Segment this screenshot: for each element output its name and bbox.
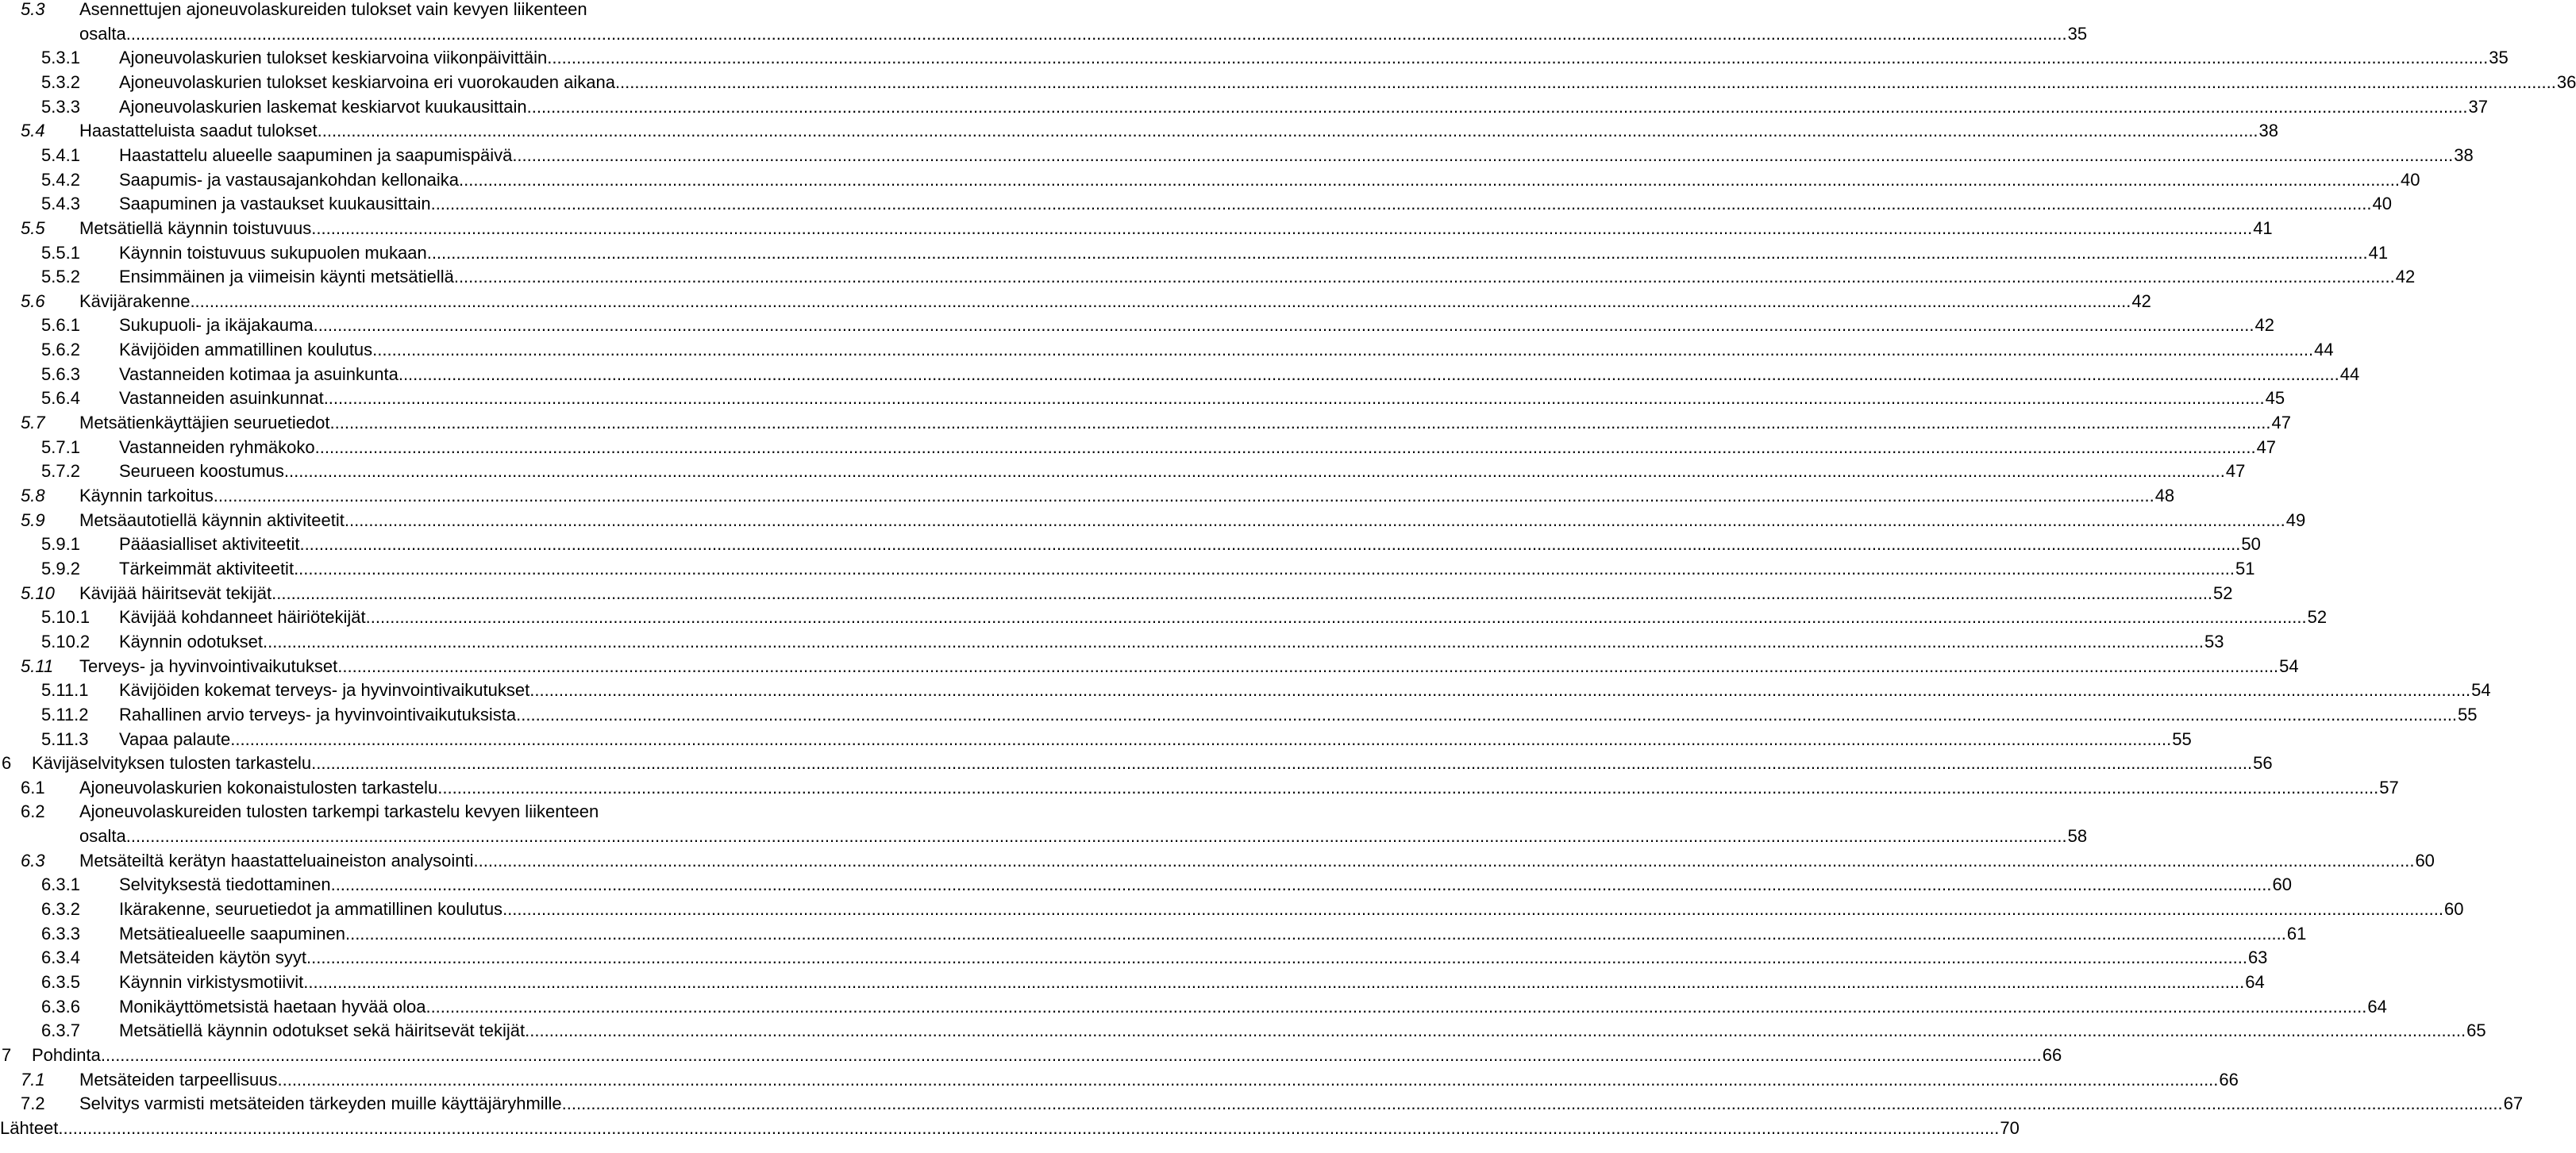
toc-entry-number: 5.3.2 — [41, 71, 80, 92]
toc-entry[interactable] — [0, 629, 2224, 654]
toc-entry-page-number: 58 — [2067, 826, 2088, 847]
toc-entry-title: Metsätiellä käynnin odotukset sekä häiritsevät tekijät — [119, 1020, 526, 1041]
toc-entry-title: Metsätiealueelle saapuminen — [119, 923, 345, 944]
toc-entry-page-number: 54 — [2279, 655, 2299, 676]
toc-entry[interactable] — [0, 775, 2399, 800]
toc-entry-number: 5.7.2 — [41, 461, 80, 482]
toc-entry-number: 5.11.2 — [41, 704, 89, 724]
toc-entry[interactable] — [0, 289, 2151, 313]
dot-leader: ................................................................................................................................................................................................................................................................................................................................................................................................................ — [58, 1117, 2000, 1138]
dot-leader: ................................................................................................................................................................................................................................................................................................................................................................................................................ — [299, 534, 2241, 555]
toc-entry-title: Ikärakenne, seuruetiedot ja ammatillinen koulutus — [119, 899, 503, 920]
dot-leader: ................................................................................................................................................................................................................................................................................................................................................................................................................ — [459, 169, 2400, 190]
toc-entry-title: Ajoneuvolaskurien laskemat keskiarvot kuukausittain — [119, 96, 527, 117]
toc-entry-title: Kävijöiden ammatillinen koulutus — [119, 340, 373, 360]
toc-entry-title: Sukupuoli- ja ikäjakauma — [119, 315, 314, 336]
toc-entry-number: 6 — [2, 753, 12, 774]
toc-entry-title: Haastatteluista saadut tulokset — [79, 121, 318, 141]
toc-entry-title: Tärkeimmät aktiviteetit — [119, 558, 295, 578]
toc-entry[interactable] — [0, 45, 2509, 70]
toc-entry[interactable] — [0, 751, 2273, 775]
toc-entry-number: 5.7 — [21, 413, 45, 433]
dot-leader: ................................................................................................................................................................................................................................................................................................................................................................................................................ — [344, 509, 2285, 530]
toc-entry-title: Pääasialliset aktiviteetit — [119, 534, 300, 555]
toc-entry-number: 6.3.5 — [41, 972, 80, 992]
dot-leader: ................................................................................................................................................................................................................................................................................................................................................................................................................ — [473, 850, 2415, 871]
toc-entry-number: 5.10 — [21, 582, 55, 603]
toc-entry-number: 5.9 — [21, 509, 45, 530]
toc-entry-number: 5.5.2 — [41, 267, 80, 287]
dot-leader: ................................................................................................................................................................................................................................................................................................................................................................................................................ — [213, 486, 2154, 505]
toc-entry-page-number: 35 — [2489, 48, 2509, 68]
toc-entry-title: Kävijää kohdanneet häiriötekijät — [119, 607, 366, 628]
toc-entry[interactable] — [0, 702, 2478, 727]
dot-leader: ................................................................................................................................................................................................................................................................................................................................................................................................................ — [190, 290, 2131, 311]
toc-entry[interactable] — [0, 532, 2261, 556]
toc-entry-page-number: 47 — [2256, 436, 2277, 457]
toc-entry[interactable] — [0, 0, 760, 21]
toc-entry-number: 5.10.2 — [41, 631, 90, 651]
toc-entry-title: Kävijää häiritsevät tekijät — [79, 582, 272, 603]
dot-leader: ................................................................................................................................................................................................................................................................................................................................................................................................................ — [502, 899, 2443, 920]
toc-entry[interactable] — [0, 216, 2273, 240]
toc-entry-number: 5.8 — [21, 486, 45, 505]
toc-entry-number: 6.1 — [21, 777, 45, 797]
toc-entry[interactable] — [0, 313, 2274, 337]
toc-entry[interactable] — [0, 581, 2233, 605]
toc-entry[interactable] — [0, 1018, 2486, 1043]
toc-entry[interactable] — [0, 1091, 2524, 1116]
dot-leader: ................................................................................................................................................................................................................................................................................................................................................................................................................ — [337, 655, 2279, 676]
dot-leader: ................................................................................................................................................................................................................................................................................................................................................................................................................ — [453, 267, 2395, 287]
dot-leader: ................................................................................................................................................................................................................................................................................................................................................................................................................ — [323, 388, 2265, 409]
dot-leader: ................................................................................................................................................................................................................................................................................................................................................................................................................ — [271, 582, 2213, 603]
toc-entry-page-number: 53 — [2204, 631, 2224, 651]
toc-entry-number: 5.6 — [21, 290, 45, 311]
toc-entry-number: 5.4 — [21, 121, 45, 141]
toc-entry-title: Haastattelu alueelle saapuminen ja saapumispäivä — [119, 144, 513, 165]
toc-entry[interactable] — [0, 897, 2464, 921]
toc-entry-number: 5.10.1 — [41, 607, 90, 628]
dot-leader: ................................................................................................................................................................................................................................................................................................................................................................................................................ — [547, 48, 2489, 68]
toc-entry-page-number: 36 — [2556, 71, 2576, 92]
toc-entry-title: Käynnin tarkoitus — [79, 486, 214, 505]
dot-leader: ................................................................................................................................................................................................................................................................................................................................................................................................................ — [263, 631, 2204, 651]
toc-entry-page-number: 50 — [2241, 534, 2261, 555]
toc-entry-number: 7.1 — [21, 1069, 45, 1090]
toc-entry-title: Selvitys varmisti metsäteiden tärkeyden muille käyttäjäryhmille — [79, 1093, 562, 1114]
toc-entry[interactable] — [0, 678, 2491, 702]
dot-leader: ................................................................................................................................................................................................................................................................................................................................................................................................................ — [100, 1044, 2042, 1065]
toc-entry-title: Ajoneuvolaskurien tulokset keskiarvoina viikonpäivittäin — [119, 48, 548, 68]
toc-entry-continued[interactable] — [0, 21, 2088, 46]
dot-leader: ................................................................................................................................................................................................................................................................................................................................................................................................................ — [525, 1020, 2466, 1041]
dot-leader: ................................................................................................................................................................................................................................................................................................................................................................................................................ — [294, 558, 2235, 578]
toc-entry-title: Metsäteiden tarpeellisuus — [79, 1069, 278, 1090]
toc-entry[interactable] — [0, 240, 2389, 265]
toc-entry-title: Saapumis- ja vastausajankohdan kellonaika — [119, 169, 460, 190]
toc-entry-number: 5.11.3 — [41, 728, 89, 749]
toc-entry[interactable] — [0, 848, 2435, 873]
toc-entry-number: 5.6.3 — [41, 363, 80, 384]
dot-leader: ................................................................................................................................................................................................................................................................................................................................................................................................................ — [425, 996, 2367, 1017]
toc-entry[interactable] — [0, 337, 2334, 362]
toc-entry[interactable] — [0, 410, 2291, 435]
toc-entry-page-number: 45 — [2265, 388, 2285, 409]
toc-entry-number: 5.9.2 — [41, 558, 80, 578]
toc-entry-number: 5.5 — [21, 217, 45, 238]
toc-entry-number: 6.3.3 — [41, 923, 80, 944]
dot-leader: ................................................................................................................................................................................................................................................................................................................................................................................................................ — [311, 753, 2253, 774]
toc-entry-number: 5.3.3 — [41, 96, 80, 117]
toc-entry-page-number: 48 — [2154, 486, 2175, 505]
toc-entry-page-number: 47 — [2271, 413, 2291, 433]
toc-entry-page-number: 42 — [2131, 290, 2151, 311]
toc-entry[interactable] — [0, 483, 2175, 508]
toc-entry-page-number: 52 — [2307, 607, 2328, 628]
toc-entry-title: Ensimmäinen ja viimeisin käynti metsätiellä — [119, 267, 454, 287]
dot-leader: ................................................................................................................................................................................................................................................................................................................................................................................................................ — [303, 972, 2245, 992]
toc-entry-number: 7.2 — [21, 1093, 45, 1114]
toc-entry-title: Käynnin odotukset — [119, 631, 264, 651]
toc-entry-page-number: 56 — [2253, 753, 2273, 774]
toc-entry-page-number: 66 — [2219, 1069, 2239, 1090]
toc-entry-page-number: 66 — [2042, 1044, 2062, 1065]
toc-entry-page-number: 60 — [2272, 874, 2292, 895]
toc-entry[interactable] — [0, 191, 2392, 216]
toc-entry[interactable] — [0, 459, 2246, 483]
toc-entry-page-number: 38 — [2454, 144, 2474, 165]
toc-entry-title: Kävijärakenne — [79, 290, 191, 311]
toc-entry-page-number: 70 — [2000, 1117, 2020, 1138]
toc-entry-page-number: 64 — [2367, 996, 2387, 1017]
toc-entry-title: Käynnin virkistysmotiivit — [119, 972, 304, 992]
toc-entry-number: 5.6.4 — [41, 388, 80, 409]
toc-entry[interactable] — [0, 362, 2360, 386]
toc-entry[interactable] — [0, 70, 2576, 94]
toc-entry[interactable] — [0, 970, 2265, 994]
toc-entry[interactable] — [0, 508, 2306, 532]
toc-entry-page-number: 40 — [2372, 194, 2392, 214]
toc-entry-title: Metsäautotiellä käynnin aktiviteetit — [79, 509, 345, 530]
toc-entry-title: Asennettujen ajoneuvolaskureiden tulokset vain kevyen liikenteen — [79, 0, 587, 19]
toc-entry[interactable] — [0, 921, 2307, 946]
dot-leader: ................................................................................................................................................................................................................................................................................................................................................................................................................ — [614, 71, 2556, 92]
toc-entry-number: 5.9.1 — [41, 534, 80, 555]
dot-leader: ................................................................................................................................................................................................................................................................................................................................................................................................................ — [277, 1069, 2219, 1090]
toc-entry-title: Metsätiellä käynnin toistuvuus — [79, 217, 312, 238]
toc-entry-page-number: 64 — [2245, 972, 2265, 992]
toc-entry-title: Selvityksestä tiedottaminen — [119, 874, 331, 895]
dot-leader: ................................................................................................................................................................................................................................................................................................................................................................................................................ — [426, 242, 2368, 263]
toc-entry-number: 5.3 — [21, 0, 45, 19]
dot-leader: ................................................................................................................................................................................................................................................................................................................................................................................................................ — [283, 461, 2225, 482]
toc-entry-title-continued: osalta — [79, 826, 126, 847]
dot-leader: ................................................................................................................................................................................................................................................................................................................................................................................................................ — [313, 315, 2254, 336]
dot-leader: ................................................................................................................................................................................................................................................................................................................................................................................................................ — [526, 96, 2468, 117]
toc-entry-number: 6.3.6 — [41, 996, 80, 1017]
toc-entry-page-number: 65 — [2466, 1020, 2486, 1041]
toc-entry-page-number: 41 — [2368, 242, 2389, 263]
toc-entry-page-number: 63 — [2247, 947, 2268, 968]
toc-entry-title: Metsäteiltä kerätyn haastatteluaineiston analysointi — [79, 850, 474, 871]
toc-entry-page-number: 40 — [2400, 169, 2420, 190]
toc-entry-title: Kävijäselvityksen tulosten tarkastelu — [32, 753, 312, 774]
toc-entry-page-number: 42 — [2395, 267, 2416, 287]
dot-leader: ................................................................................................................................................................................................................................................................................................................................................................................................................ — [372, 340, 2314, 360]
toc-entry-number: 6.3.7 — [41, 1020, 80, 1041]
dot-leader: ................................................................................................................................................................................................................................................................................................................................................................................................................ — [398, 363, 2339, 384]
toc-entry-page-number: 41 — [2253, 217, 2273, 238]
toc-entry-page-number: 35 — [2067, 23, 2088, 44]
toc-entry[interactable] — [0, 143, 2474, 167]
toc-entry-title: Seurueen koostumus — [119, 461, 284, 482]
toc-entry[interactable] — [0, 994, 2387, 1019]
toc-entry-number: 5.6.2 — [41, 340, 80, 360]
toc-entry-page-number: 44 — [2314, 340, 2334, 360]
toc-entry-title: Vastanneiden kotimaa ja asuinkunta — [119, 363, 399, 384]
toc-entry-page-number: 55 — [2172, 728, 2192, 749]
toc-entry-number: 5.11.1 — [41, 680, 89, 701]
toc-entry-page-number: 67 — [2503, 1093, 2524, 1114]
toc-entry-page-number: 37 — [2468, 96, 2489, 117]
toc-entry-title: Käynnin toistuvuus sukupuolen mukaan — [119, 242, 427, 263]
toc-entry-page-number: 60 — [2415, 850, 2435, 871]
toc-entry[interactable] — [0, 727, 2192, 751]
dot-leader: ................................................................................................................................................................................................................................................................................................................................................................................................................ — [230, 728, 2172, 749]
toc-entry-number: 6.3.4 — [41, 947, 80, 968]
toc-entry-title-continued: osalta — [79, 23, 126, 44]
toc-entry-title: Vastanneiden asuinkunnat — [119, 388, 324, 409]
toc-entry-page-number: 55 — [2458, 704, 2478, 724]
toc-entry-title: Metsäteiden käytön syyt — [119, 947, 307, 968]
toc-entry-title: Terveys- ja hyvinvointivaikutukset — [79, 655, 338, 676]
toc-entry[interactable] — [0, 1043, 2062, 1067]
toc-entry[interactable] — [0, 118, 2279, 143]
toc-entry-number: 5.7.1 — [41, 436, 80, 457]
dot-leader: ................................................................................................................................................................................................................................................................................................................................................................................................................ — [125, 23, 2067, 44]
toc-entry[interactable] — [0, 264, 2416, 289]
toc-entry[interactable] — [0, 386, 2285, 410]
toc-entry[interactable] — [0, 1067, 2239, 1092]
toc-entry-title: Vastanneiden ryhmäkoko — [119, 436, 315, 457]
toc-entry[interactable] — [0, 435, 2277, 459]
toc-entry[interactable] — [0, 799, 760, 824]
toc-entry-number: 5.11 — [21, 655, 54, 676]
toc-entry-title: Ajoneuvolaskurien kokonaistulosten tarkastelu — [79, 777, 438, 797]
toc-entry-title: Saapuminen ja vastaukset kuukausittain — [119, 194, 431, 214]
toc-entry-number: 6.2 — [21, 801, 45, 822]
dot-leader: ................................................................................................................................................................................................................................................................................................................................................................................................................ — [314, 436, 2256, 457]
toc-entry-number: 7 — [2, 1044, 12, 1065]
toc-entry-title: Rahallinen arvio terveys- ja hyvinvointivaikutuksista — [119, 704, 517, 724]
toc-entry-continued[interactable] — [0, 824, 2088, 848]
toc-entry-page-number: 47 — [2225, 461, 2246, 482]
dot-leader: ................................................................................................................................................................................................................................................................................................................................................................................................................ — [317, 121, 2258, 141]
toc-entry-title: Vapaa palaute — [119, 728, 231, 749]
toc-entry-title: Pohdinta — [32, 1044, 101, 1065]
toc-entry-number: 5.6.1 — [41, 315, 80, 336]
toc-entry-number: 6.3.1 — [41, 874, 80, 895]
dot-leader: ................................................................................................................................................................................................................................................................................................................................................................................................................ — [516, 704, 2458, 724]
toc-entry-page-number: 57 — [2379, 777, 2399, 797]
toc-entry-number: 5.4.3 — [41, 194, 80, 214]
toc-entry-page-number: 38 — [2258, 121, 2279, 141]
toc-entry-number: 5.5.1 — [41, 242, 80, 263]
toc-entry-title: Lähteet — [0, 1117, 59, 1138]
toc-entry[interactable] — [0, 872, 2292, 897]
toc-entry-page-number: 52 — [2213, 582, 2233, 603]
toc-entry-number: 6.3 — [21, 850, 45, 871]
toc-entry[interactable] — [0, 654, 2299, 678]
toc-entry-number: 6.3.2 — [41, 899, 80, 920]
dot-leader: ................................................................................................................................................................................................................................................................................................................................................................................................................ — [345, 923, 2286, 944]
dot-leader: ................................................................................................................................................................................................................................................................................................................................................................................................................ — [329, 413, 2271, 433]
toc-entry-page-number: 42 — [2254, 315, 2274, 336]
toc-entry-page-number: 49 — [2285, 509, 2306, 530]
toc-entry-number: 5.4.2 — [41, 169, 80, 190]
toc-entry[interactable] — [0, 94, 2489, 119]
toc-entry-page-number: 44 — [2339, 363, 2360, 384]
dot-leader: ................................................................................................................................................................................................................................................................................................................................................................................................................ — [306, 947, 2247, 968]
toc-entry-page-number: 51 — [2235, 558, 2255, 578]
dot-leader: ................................................................................................................................................................................................................................................................................................................................................................................................................ — [311, 217, 2253, 238]
toc-entry-title: Metsätienkäyttäjien seuruetiedot — [79, 413, 330, 433]
dot-leader: ................................................................................................................................................................................................................................................................................................................................................................................................................ — [430, 194, 2372, 214]
toc-entry-title: Ajoneuvolaskureiden tulosten tarkempi tarkastelu kevyen liikenteen — [79, 801, 599, 822]
toc-entry-page-number: 54 — [2471, 680, 2491, 701]
toc-entry[interactable] — [0, 605, 2328, 629]
toc-entry-title: Kävijöiden kokemat terveys- ja hyvinvointivaikutukset — [119, 680, 530, 701]
toc-entry[interactable] — [0, 167, 2420, 192]
dot-leader: ................................................................................................................................................................................................................................................................................................................................................................................................................ — [561, 1093, 2503, 1114]
dot-leader: ................................................................................................................................................................................................................................................................................................................................................................................................................ — [529, 680, 2471, 701]
dot-leader: ................................................................................................................................................................................................................................................................................................................................................................................................................ — [330, 874, 2272, 895]
toc-entry-number: 5.3.1 — [41, 48, 80, 68]
dot-leader: ................................................................................................................................................................................................................................................................................................................................................................................................................ — [437, 777, 2379, 797]
toc-entry[interactable] — [0, 945, 2268, 970]
dot-leader: ................................................................................................................................................................................................................................................................................................................................................................................................................ — [512, 144, 2454, 165]
toc-entry[interactable] — [0, 556, 2255, 581]
toc-entry-number: 5.4.1 — [41, 144, 80, 165]
toc-entry-title: Ajoneuvolaskurien tulokset keskiarvoina eri vuorokauden aikana — [119, 71, 615, 92]
toc-entry[interactable] — [0, 1116, 2020, 1140]
dot-leader: ................................................................................................................................................................................................................................................................................................................................................................................................................ — [125, 826, 2067, 847]
toc-entry-page-number: 60 — [2443, 899, 2464, 920]
toc-entry-title: Monikäyttömetsistä haetaan hyvää oloa — [119, 996, 426, 1017]
dot-leader: ................................................................................................................................................................................................................................................................................................................................................................................................................ — [365, 607, 2307, 628]
toc-entry-page-number: 61 — [2286, 923, 2307, 944]
